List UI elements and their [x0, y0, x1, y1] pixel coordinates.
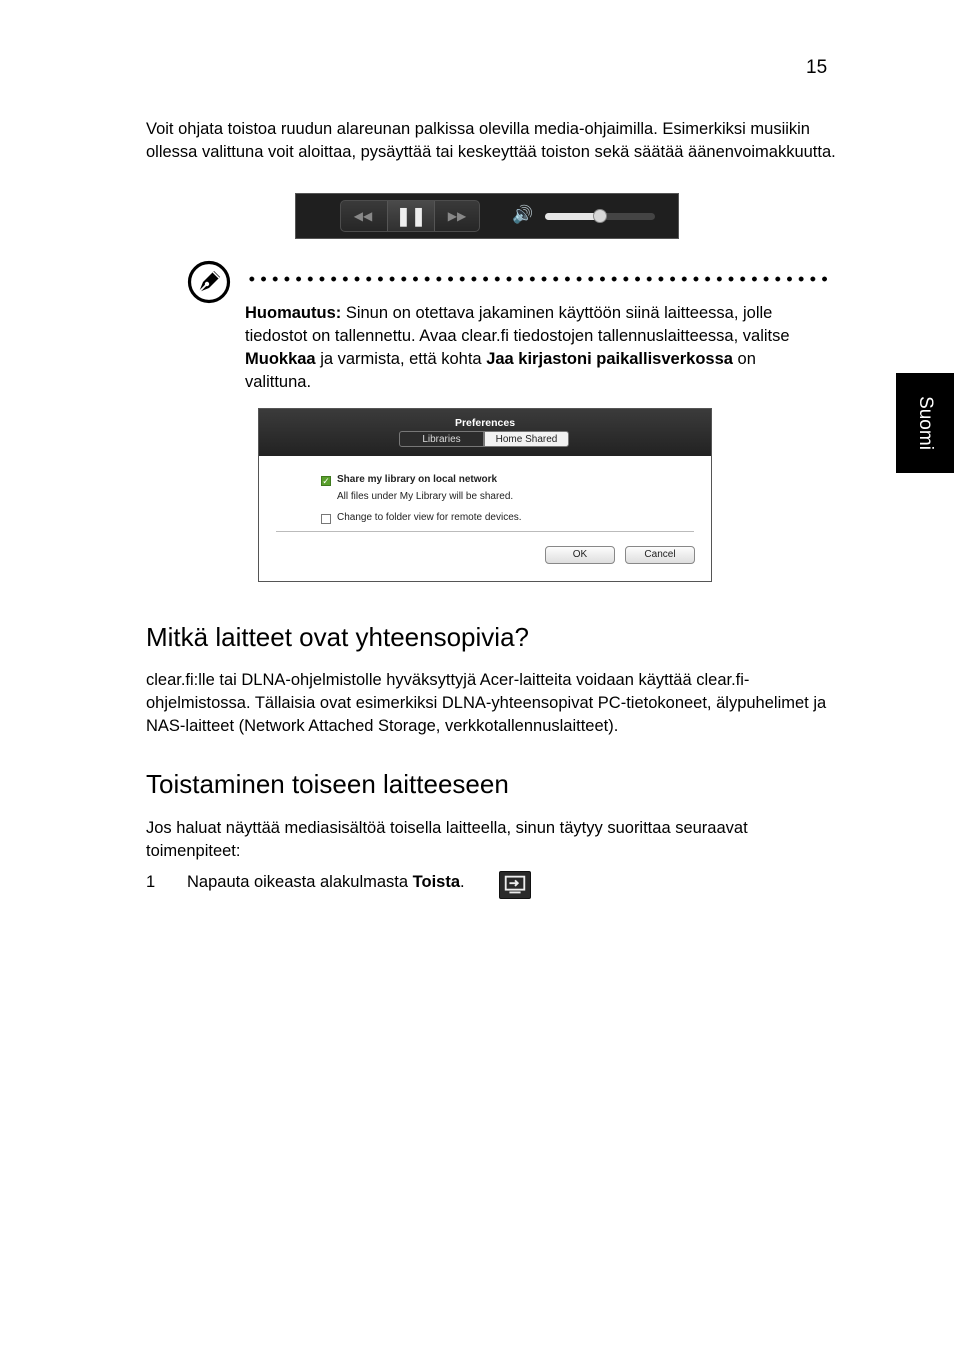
step-text-part: Napauta oikeasta alakulmasta	[187, 873, 413, 891]
note-bold-edit: Muokkaa	[245, 350, 316, 368]
intro-paragraph: Voit ohjata toistoa ruudun alareunan palkissa olevilla media-ohjaimilla. Esimerkiksi musiikin ollessa valittuna voit aloittaa, pysäyttää tai keskeyttää toiston sekä säätää äänenvoimakkuutta.	[146, 120, 836, 161]
volume-slider[interactable]	[545, 213, 655, 220]
compatible-devices-paragraph: clear.fi:lle tai DLNA-ohjelmistolle hyväksyttyjä Acer-laitteita voidaan käyttää clear.fi-ohjelmistossa. Tällaisia ovat esimerkiksi DLNA-yhteensopivat PC-tietokoneet, älypuhelimet ja NAS-laitteet (Network Attached Storage, verkkotallennuslaitteet).	[146, 671, 827, 735]
volume-knob[interactable]	[593, 209, 607, 223]
tab-libraries[interactable]: Libraries	[399, 431, 484, 447]
play-to-device-paragraph: Jos haluat näyttää mediasisältöä toisella laitteella, sinun täytyy suorittaa seuraavat toimenpiteet:	[146, 819, 748, 860]
ok-button[interactable]: OK	[545, 546, 615, 564]
play-to-icon	[499, 871, 531, 899]
playback-buttons	[340, 200, 480, 232]
dialog-header	[259, 409, 711, 456]
step-text	[187, 873, 465, 892]
next-button[interactable]	[435, 201, 479, 231]
folder-view-label: Change to folder view for remote devices.	[337, 512, 522, 523]
note-text-part: Sinun on otettava jakaminen käyttöön siinä laitteessa, jolle tiedostot on tallennettu. Avaa clear.fi tiedostojen tallennuslaitteessa, valitse	[245, 304, 790, 345]
dialog-title: Preferences	[454, 417, 516, 429]
folder-view-checkbox[interactable]	[321, 514, 331, 524]
cancel-button[interactable]: Cancel	[625, 546, 695, 564]
note-bold-share: Jaa kirjastoni paikallisverkossa	[486, 350, 733, 368]
volume-fill	[545, 213, 600, 220]
step-text-end: .	[460, 873, 465, 891]
language-tab-label: Suomi	[915, 396, 936, 450]
share-library-hint: All files under My Library will be shared.	[337, 491, 514, 502]
previous-button[interactable]	[341, 201, 385, 231]
language-tab	[896, 373, 954, 473]
note-text	[245, 302, 815, 394]
note-pen-icon	[187, 260, 231, 304]
pause-icon: ❚❚	[395, 206, 427, 226]
step-bold-play: Toista	[412, 873, 461, 891]
note-text-part: ja varmista, että kohta	[315, 350, 487, 368]
note-label: Huomautus:	[245, 304, 342, 322]
heading-play-to-device: Toistaminen toiseen laitteeseen	[146, 769, 509, 799]
previous-icon: ◀◀	[353, 209, 373, 223]
media-control-bar	[295, 193, 679, 239]
next-icon: ▶▶	[447, 209, 467, 223]
pause-button[interactable]	[387, 201, 435, 231]
share-library-label: Share my library on local network	[337, 474, 498, 485]
note-text-part: on valittuna.	[245, 350, 756, 391]
dialog-separator	[276, 531, 694, 532]
share-library-checkbox[interactable]: ✓	[322, 476, 330, 486]
preferences-dialog	[258, 408, 712, 582]
step-number: 1	[146, 873, 156, 891]
heading-compatible-devices: Mitkä laitteet ovat yhteensopivia?	[146, 622, 529, 652]
volume-icon[interactable]: 🔊	[512, 205, 534, 224]
note-divider	[246, 276, 831, 282]
tab-home-shared[interactable]: Home Shared	[484, 431, 569, 447]
page-number: 15	[806, 57, 828, 78]
